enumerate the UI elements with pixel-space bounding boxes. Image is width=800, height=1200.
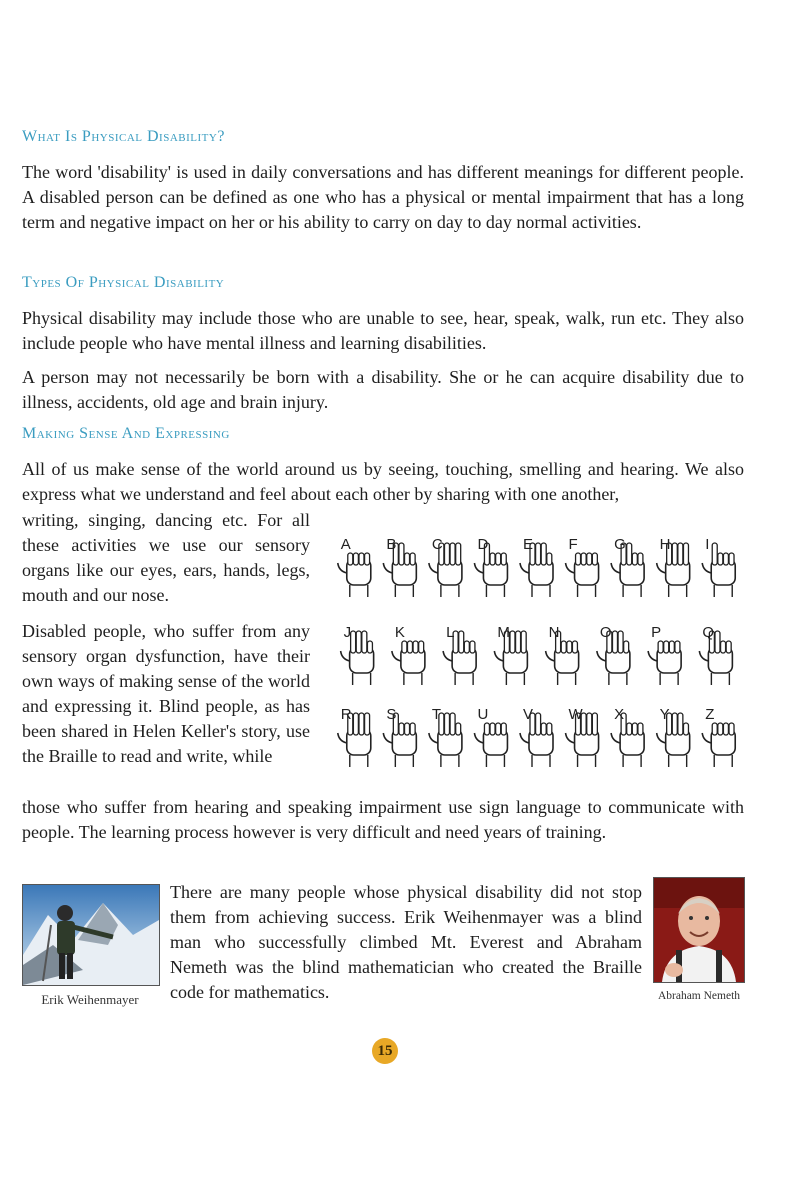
caption-erik-weihenmayer: Erik Weihenmayer — [41, 992, 139, 1007]
sign-letter-label: N — [548, 624, 560, 641]
sign-letter-label: L — [446, 624, 455, 641]
sign-language-alphabet-illustration — [330, 525, 750, 780]
sign-letter-label: K — [394, 624, 405, 641]
sign-letter-label: S — [386, 706, 397, 723]
sign-letter-label: X — [614, 706, 625, 723]
abraham-nemeth-photo — [653, 877, 745, 983]
paragraph-acquired-disability: A person may not necessarily be born with a disability. She or he can acquire disability due to illness, accidents, old age and brain injury. — [22, 367, 744, 412]
sign-letter-label: W — [568, 706, 583, 723]
heading-making-sense-and-expressing: Making Sense And Expressing — [22, 425, 230, 442]
sign-hand-p — [648, 641, 681, 685]
sign-letter-label: H — [659, 536, 671, 553]
erik-weihenmayer-photo — [22, 884, 160, 986]
sign-letter-label: V — [523, 706, 534, 723]
sign-letter-label: P — [651, 624, 662, 641]
sign-letter-label: B — [386, 536, 397, 553]
sign-letter-label: R — [340, 706, 352, 723]
sign-letter-label: Z — [705, 706, 715, 723]
paragraph-senses-column: writing, singing, dancing etc. For all these activities we use our sensory organs like our eyes, ears, hands, legs, mouth and our nose. — [22, 510, 310, 605]
paragraph-types: Physical disability may include those who are unable to see, hear, speak, walk, run etc. They also include people who have mental illness and learning disabilities. — [22, 308, 744, 353]
sign-letter-label: U — [477, 706, 489, 723]
sign-letter-label: Q — [702, 624, 715, 641]
sign-hand-a — [338, 553, 371, 597]
sign-letter-label: T — [431, 706, 442, 723]
paragraph-disabled-column: Disabled people, who suffer from any sensory organ dysfunction, have their own ways of making sense of the world and expressing it. Blind people, as has been shared in Helen Keller's story, use the Braille to read and write, while — [22, 621, 310, 766]
sign-hand-z — [702, 723, 735, 767]
sign-letter-label: F — [568, 536, 578, 553]
sign-letter-label: D — [477, 536, 489, 553]
sign-letter-label: G — [614, 536, 626, 553]
paragraph-senses-intro: All of us make sense of the world around us by seeing, touching, smelling and hearing. We also express what we understand and feel about each other by sharing with one another, — [22, 459, 744, 504]
paragraph-sign-language: those who suffer from hearing and speaking impairment use sign language to communicate with people. The learning process however is very difficult and need years of training. — [22, 797, 744, 842]
sign-letter-label: C — [431, 536, 443, 553]
sign-hand-u — [474, 723, 507, 767]
sign-hand-k — [392, 641, 425, 685]
sign-letter-label: A — [340, 536, 351, 553]
page-number: 15 — [372, 1038, 398, 1064]
sign-letter-label: I — [705, 536, 710, 553]
sign-letter-label: Y — [659, 706, 670, 723]
heading-types-of-physical-disability: Types Of Physical Disability — [22, 274, 225, 291]
sign-letter-label: O — [599, 624, 612, 641]
paragraph-definition: The word 'disability' is used in daily conversations and has different meanings for different people. A disabled person can be defined as one who has a physical or mental impairment that has a long term and negative impact on her or his ability to carry on day to day normal activities. — [22, 162, 744, 232]
sign-letter-label: M — [497, 624, 510, 641]
sign-hand-f — [566, 553, 599, 597]
caption-abraham-nemeth: Abraham Nemeth — [657, 990, 741, 1002]
paragraph-success-stories: There are many people whose physical disability did not stop them from achieving success. Erik Weihenmayer was a blind man who successfully climbed Mt. Everest and Abraham Nemeth was the blind mathematician who created the Braille code for mathematics. — [170, 882, 642, 1002]
sign-letter-label: E — [523, 536, 534, 553]
sign-letter-label: J — [343, 624, 352, 641]
heading-what-is-physical-disability: What Is Physical Disability? — [22, 128, 225, 145]
